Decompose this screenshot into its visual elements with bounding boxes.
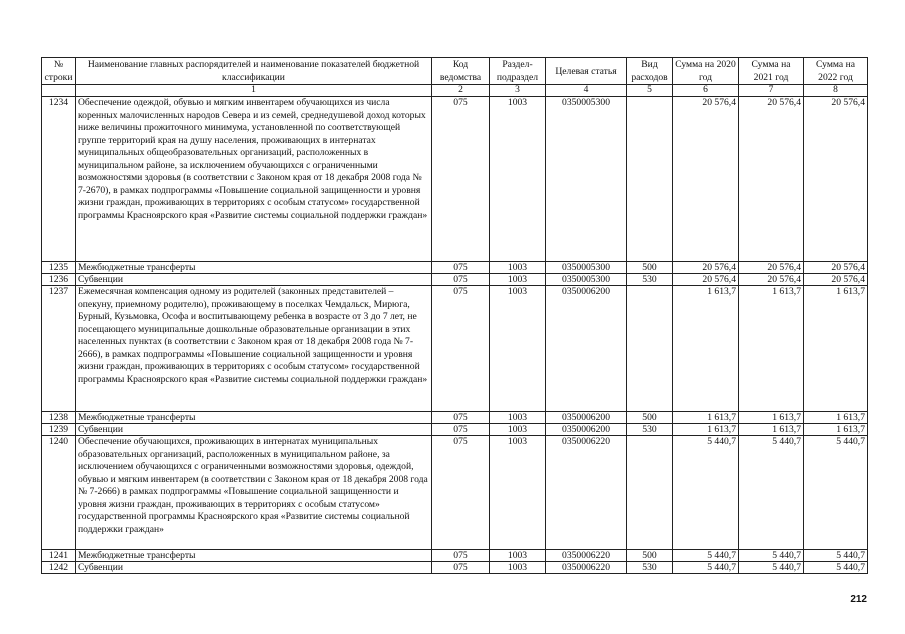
- cell-section: 1003: [490, 550, 546, 562]
- cell-sum-2021: 5 440,7: [739, 562, 804, 574]
- cell-sum-2022: 1 613,7: [804, 412, 868, 424]
- table-row: [42, 262, 868, 274]
- col-number: 5: [627, 85, 673, 97]
- cell-sum-2020: 20 576,4: [673, 97, 739, 262]
- cell-line: 1239: [42, 424, 76, 436]
- cell-dept: 075: [432, 262, 490, 274]
- cell-line: 1238: [42, 412, 76, 424]
- cell-target: 0350005300: [546, 262, 627, 274]
- cell-sum-2021: 1 613,7: [739, 412, 804, 424]
- table-row: [42, 550, 868, 562]
- col-header-target: Целевая статья: [546, 58, 627, 85]
- cell-kind: 530: [627, 562, 673, 574]
- cell-line: 1237: [42, 286, 76, 412]
- col-number: 8: [804, 85, 868, 97]
- column-number-row: [42, 85, 868, 97]
- cell-description: Межбюджетные трансферты: [76, 550, 432, 562]
- cell-kind: 530: [627, 424, 673, 436]
- cell-sum-2021: 5 440,7: [739, 550, 804, 562]
- cell-description: Субвенции: [76, 562, 432, 574]
- cell-sum-2022: 1 613,7: [804, 286, 868, 412]
- col-header-sum-2021: Сумма на 2021 год: [739, 58, 804, 85]
- cell-line: 1234: [42, 97, 76, 262]
- col-header-description: Наименование главных распорядителей и наименование показателей бюджетной классификации: [76, 58, 432, 85]
- table-row: [42, 424, 868, 436]
- cell-kind: 530: [627, 274, 673, 286]
- cell-sum-2020: 5 440,7: [673, 562, 739, 574]
- col-number: 6: [673, 85, 739, 97]
- cell-dept: 075: [432, 97, 490, 262]
- col-number: 1: [76, 85, 432, 97]
- cell-dept: 075: [432, 550, 490, 562]
- cell-target: 0350006220: [546, 436, 627, 550]
- col-number: 2: [432, 85, 490, 97]
- cell-sum-2020: 5 440,7: [673, 436, 739, 550]
- cell-sum-2020: 1 613,7: [673, 424, 739, 436]
- cell-target: 0350006200: [546, 424, 627, 436]
- cell-description: Субвенции: [76, 424, 432, 436]
- page-number: 212: [850, 594, 867, 605]
- cell-kind: [627, 286, 673, 412]
- col-header-section: Раздел-подраздел: [490, 58, 546, 85]
- cell-sum-2020: 1 613,7: [673, 286, 739, 412]
- cell-dept: 075: [432, 412, 490, 424]
- col-number: 3: [490, 85, 546, 97]
- cell-sum-2022: 5 440,7: [804, 436, 868, 550]
- table-row: [42, 286, 868, 412]
- table-row: [42, 274, 868, 286]
- cell-sum-2022: 5 440,7: [804, 562, 868, 574]
- cell-sum-2022: 20 576,4: [804, 262, 868, 274]
- table-row: [42, 412, 868, 424]
- cell-dept: 075: [432, 436, 490, 550]
- cell-target: 0350006220: [546, 550, 627, 562]
- cell-sum-2020: 20 576,4: [673, 262, 739, 274]
- cell-target: 0350006200: [546, 412, 627, 424]
- cell-dept: 075: [432, 274, 490, 286]
- cell-sum-2021: 5 440,7: [739, 436, 804, 550]
- cell-sum-2021: 20 576,4: [739, 97, 804, 262]
- cell-target: 0350005300: [546, 274, 627, 286]
- cell-sum-2021: 20 576,4: [739, 274, 804, 286]
- cell-kind: [627, 97, 673, 262]
- cell-sum-2022: 5 440,7: [804, 550, 868, 562]
- col-header-expense-kind: Вид расходов: [627, 58, 673, 85]
- cell-line: 1242: [42, 562, 76, 574]
- cell-kind: 500: [627, 550, 673, 562]
- cell-kind: 500: [627, 412, 673, 424]
- cell-dept: 075: [432, 286, 490, 412]
- cell-section: 1003: [490, 262, 546, 274]
- header-row: [42, 58, 868, 85]
- cell-sum-2020: 1 613,7: [673, 412, 739, 424]
- col-header-sum-2022: Сумма на 2022 год: [804, 58, 868, 85]
- cell-target: 0350005300: [546, 97, 627, 262]
- cell-dept: 075: [432, 562, 490, 574]
- cell-description: Обеспечение обучающихся, проживающих в интернатах муниципальных образовательных организаций, расположенных в муниципальном районе, за исключением обучающихся с ограниченными возможностями здоровья, одеждой, обувью и мягким инвентарем (в соответствии с Законом края от 18 декабря 2008 года № 7-2666) в рамках подпрограммы «Повышение социальной защищенности и уровня жизни граждан, проживающих в территориях с особым статусом» государственной программы Красноярского края «Развитие системы социальной поддержки граждан»: [76, 436, 432, 550]
- cell-section: 1003: [490, 97, 546, 262]
- cell-sum-2021: 20 576,4: [739, 262, 804, 274]
- cell-sum-2021: 1 613,7: [739, 286, 804, 412]
- cell-section: 1003: [490, 436, 546, 550]
- col-header-sum-2020: Сумма на 2020 год: [673, 58, 739, 85]
- col-number: [42, 85, 76, 97]
- cell-description: Субвенции: [76, 274, 432, 286]
- cell-kind: [627, 436, 673, 550]
- cell-section: 1003: [490, 562, 546, 574]
- cell-line: 1241: [42, 550, 76, 562]
- cell-description: Межбюджетные трансферты: [76, 262, 432, 274]
- table-row: [42, 436, 868, 550]
- cell-sum-2022: 20 576,4: [804, 97, 868, 262]
- col-number: 4: [546, 85, 627, 97]
- budget-table: [41, 57, 868, 574]
- table-row: [42, 562, 868, 574]
- col-header-dept-code: Код ведомства: [432, 58, 490, 85]
- cell-sum-2021: 1 613,7: [739, 424, 804, 436]
- cell-target: 0350006200: [546, 286, 627, 412]
- cell-line: 1235: [42, 262, 76, 274]
- cell-line: 1240: [42, 436, 76, 550]
- cell-target: 0350006220: [546, 562, 627, 574]
- cell-sum-2020: 5 440,7: [673, 550, 739, 562]
- cell-description: Обеспечение одеждой, обувью и мягким инвентарем обучающихся из числа коренных малочисленных народов Севера и из семей, среднедушевой доход которых ниже величины прожиточного минимума, установленной по соответствующей группе территорий края на душу населения, проживающих в интернатах муниципальных общеобразовательных организаций, расположенных в муниципальном районе, за исключением обучающихся с ограниченными возможностями здоровья (в соответствии с Законом края от 18 декабря 2008 года № 7-2670), в рамках подпрограммы «Повышение социальной защищенности и уровня жизни граждан, проживающих в территориях с особым статусом» государственной программы Красноярского края «Развитие системы социальной поддержки граждан»: [76, 97, 432, 262]
- cell-dept: 075: [432, 424, 490, 436]
- cell-section: 1003: [490, 424, 546, 436]
- cell-line: 1236: [42, 274, 76, 286]
- cell-section: 1003: [490, 412, 546, 424]
- table-row: [42, 97, 868, 262]
- cell-section: 1003: [490, 274, 546, 286]
- cell-kind: 500: [627, 262, 673, 274]
- cell-sum-2022: 20 576,4: [804, 274, 868, 286]
- cell-sum-2022: 1 613,7: [804, 424, 868, 436]
- cell-sum-2020: 20 576,4: [673, 274, 739, 286]
- cell-description: Ежемесячная компенсация одному из родителей (законных представителей – опекуну, приемному родителю), проживающему в поселках Чемдальск, Мирюга, Бурный, Кузьмовка, Ософа и воспитывающему ребенка в возрасте от 3 до 7 лет, не посещающего муниципальные дошкольные образовательные организации в этих населенных пунктах (в соответствии с Законом края от 18 декабря 2008 года № 7-2666), в рамках подпрограммы «Повышение социальной защищенности и уровня жизни граждан, проживающих в территориях с особым статусом» государственной программы Красноярского края «Развитие системы социальной поддержки граждан»: [76, 286, 432, 412]
- cell-description: Межбюджетные трансферты: [76, 412, 432, 424]
- col-number: 7: [739, 85, 804, 97]
- cell-section: 1003: [490, 286, 546, 412]
- col-header-line: № строки: [42, 58, 76, 85]
